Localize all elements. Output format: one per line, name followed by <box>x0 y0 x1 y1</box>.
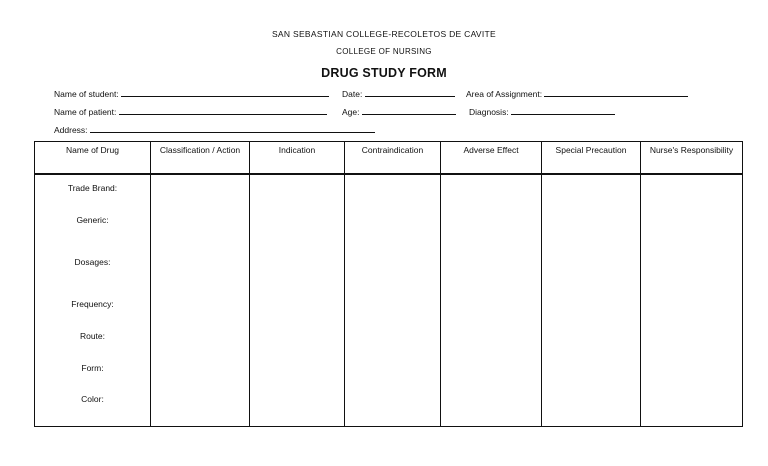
special-precaution-cell[interactable] <box>542 174 641 427</box>
date-label: Date: <box>342 89 363 99</box>
student-name-line[interactable] <box>121 88 329 97</box>
indication-cell[interactable] <box>250 174 345 427</box>
diagnosis-label: Diagnosis: <box>469 107 509 117</box>
classification-action-cell[interactable] <box>151 174 250 427</box>
address-line[interactable] <box>90 124 375 133</box>
nurses-responsibility-cell[interactable] <box>641 174 743 427</box>
header-contraindication: Contraindication <box>345 142 441 175</box>
header-special-precaution: Special Precaution <box>542 142 641 175</box>
date-line[interactable] <box>365 88 455 97</box>
age-line[interactable] <box>362 106 456 115</box>
diagnosis-field[interactable] <box>469 106 615 117</box>
patient-name-line[interactable] <box>119 106 327 115</box>
contraindication-cell[interactable] <box>345 174 441 427</box>
dosages-label: Dosages: <box>74 257 111 267</box>
header-name-of-drug: Name of Drug <box>35 142 151 175</box>
table-row <box>35 174 743 427</box>
form-label: Form: <box>81 363 104 373</box>
age-field[interactable] <box>342 106 456 117</box>
header-indication: Indication <box>250 142 345 175</box>
address-field[interactable] <box>54 124 375 135</box>
institution-name: SAN SEBASTIAN COLLEGE-RECOLETOS DE CAVITE <box>271 29 497 39</box>
diagnosis-line[interactable] <box>511 106 615 115</box>
header-classification-action: Classification / Action <box>151 142 250 175</box>
drug-study-table <box>34 141 743 427</box>
name-of-drug-cell[interactable] <box>35 174 151 427</box>
age-label: Age: <box>342 107 360 117</box>
route-label: Route: <box>79 331 106 341</box>
student-name-label: Name of student: <box>54 89 119 99</box>
date-field[interactable] <box>342 88 455 99</box>
table-header-row <box>35 142 743 175</box>
color-label: Color: <box>81 394 104 404</box>
area-of-assignment-field[interactable] <box>466 88 688 99</box>
patient-name-field[interactable] <box>54 106 327 117</box>
student-name-field[interactable] <box>54 88 329 99</box>
frequency-label: Frequency: <box>71 299 114 309</box>
adverse-effect-cell[interactable] <box>441 174 542 427</box>
college-name: COLLEGE OF NURSING <box>336 47 432 56</box>
header-nurses-responsibility: Nurse's Responsibility <box>641 142 743 175</box>
patient-name-label: Name of patient: <box>54 107 117 117</box>
generic-label: Generic: <box>76 215 109 225</box>
trade-brand-label: Trade Brand: <box>67 183 118 193</box>
address-label: Address: <box>54 125 88 135</box>
area-of-assignment-line[interactable] <box>544 88 688 97</box>
area-of-assignment-label: Area of Assignment: <box>466 89 543 99</box>
form-title: DRUG STUDY FORM <box>321 66 447 80</box>
header-adverse-effect: Adverse Effect <box>441 142 542 175</box>
